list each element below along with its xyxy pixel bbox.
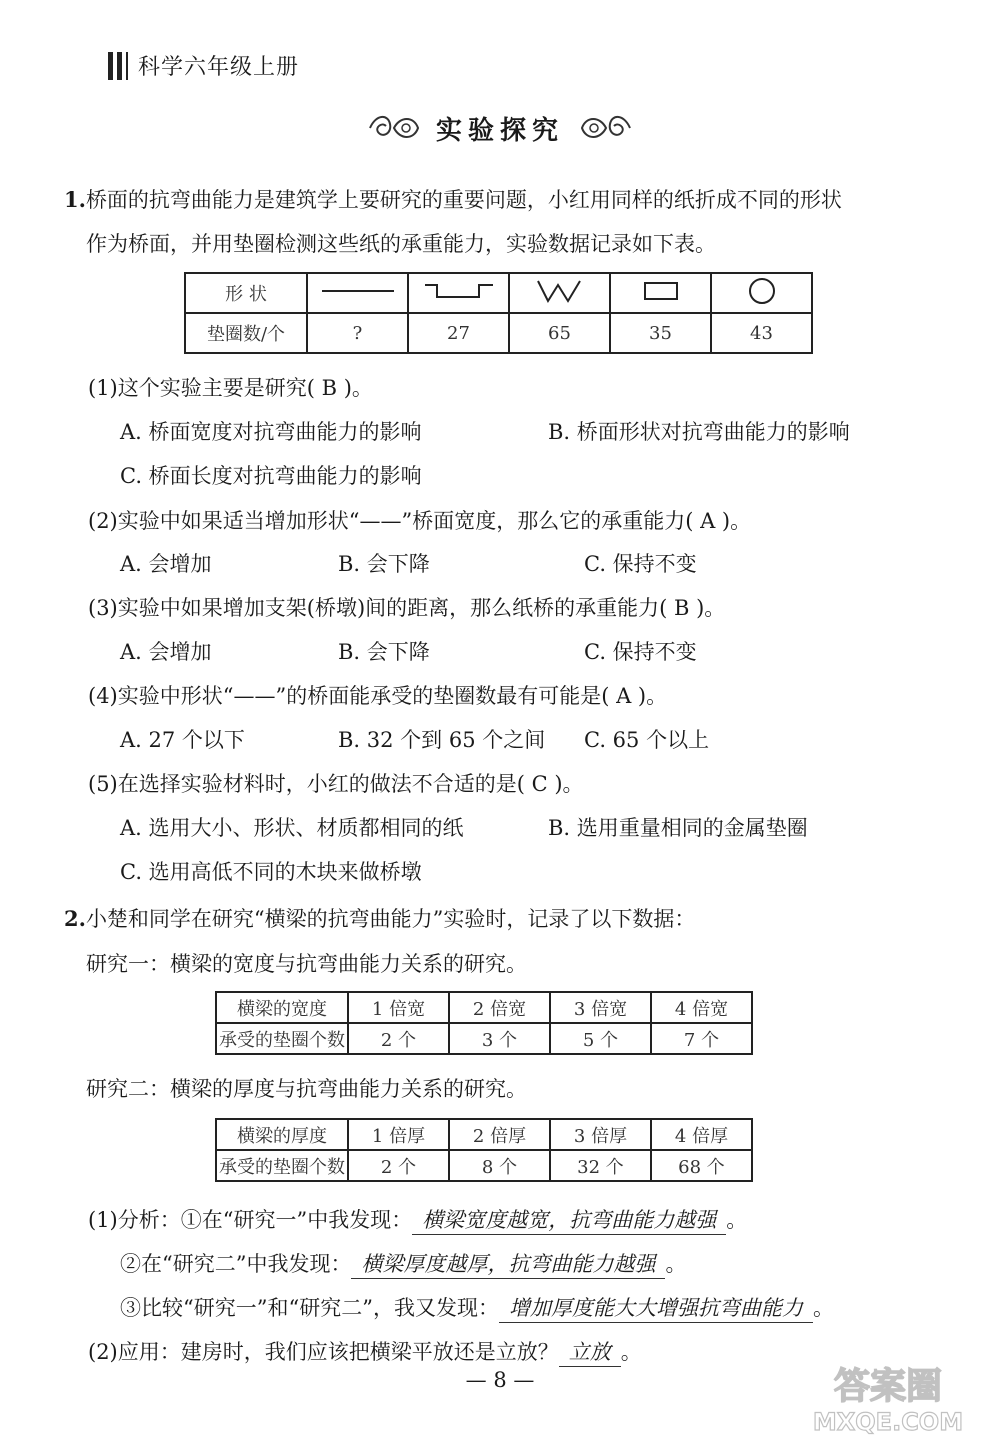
analysis3-end: 。	[812, 1296, 834, 1320]
left-ornament-icon	[366, 108, 422, 148]
table-row	[216, 1023, 752, 1054]
q2-study1-title: 研究一：横梁的宽度与抗弯曲能力关系的研究。	[86, 952, 527, 976]
analysis3-prefix: ③比较“研究一”和“研究二”，我又发现：	[120, 1296, 499, 1320]
table-cell: 2 个	[348, 1150, 449, 1181]
table-cell: 形 状	[185, 273, 307, 313]
table-cell: 35	[610, 313, 711, 353]
table-cell: 横梁的厚度	[216, 1119, 348, 1150]
q1-part4-question: (4)实验中形状“——”的桥面能承受的垫圈数最有可能是( A )。	[88, 684, 668, 708]
q1-stem-line1	[64, 184, 842, 214]
q1-part5-option-a: A. 选用大小、形状、材质都相同的纸	[120, 816, 464, 840]
analysis2-prefix: ②在“研究二”中我发现：	[120, 1252, 352, 1276]
table-cell	[307, 273, 408, 313]
q2-thickness-table	[215, 1118, 753, 1182]
table-cell: 32 个	[550, 1150, 651, 1181]
table-cell: 43	[711, 313, 812, 353]
q2-application-line	[88, 1336, 642, 1367]
zigzag-shape-icon	[520, 277, 600, 305]
q2-analysis-line2	[120, 1248, 686, 1279]
table-cell: ?	[307, 313, 408, 353]
section-title-text: 实验探究	[435, 115, 564, 146]
q2-stem-text: 小楚和同学在研究“横梁的抗弯曲能力”实验时，记录了以下数据：	[85, 907, 696, 931]
q1-part4-option-a: A. 27 个以下	[120, 728, 245, 752]
table-cell: 27	[408, 313, 509, 353]
table-row	[216, 1150, 752, 1181]
table-row	[216, 992, 752, 1023]
table-cell: 68 个	[651, 1150, 752, 1181]
q1-part4-option-b: B. 32 个到 65 个之间	[338, 728, 546, 752]
table-cell: 1 倍厚	[348, 1119, 449, 1150]
watermark-logo-icon	[788, 1360, 988, 1436]
q1-part1-option-a: A. 桥面宽度对抗弯曲能力的影响	[120, 420, 422, 444]
q1-part2-option-b: B. 会下降	[338, 552, 430, 576]
table-cell: 7 个	[651, 1023, 752, 1054]
q1-part2-option-a: A. 会增加	[120, 552, 212, 576]
analysis2-answer: 横梁厚度越厚，抗弯曲能力越强	[351, 1248, 665, 1279]
table-cell: 3 倍厚	[550, 1119, 651, 1150]
q2-study2-title: 研究二：横梁的厚度与抗弯曲能力关系的研究。	[86, 1077, 527, 1101]
table-cell: 65	[509, 313, 610, 353]
table-cell: 2 个	[348, 1023, 449, 1054]
q2-analysis-line3	[120, 1292, 834, 1323]
analysis2-end: 。	[665, 1252, 687, 1276]
q1-part3-question: (3)实验中如果增加支架(桥墩)间的距离，那么纸桥的承重能力( B )。	[88, 596, 726, 620]
watermark-text: 答案圈	[833, 1366, 943, 1407]
analysis3-answer: 增加厚度能大大增强抗弯曲能力	[499, 1292, 813, 1323]
book-title: 科学六年级上册	[138, 55, 300, 80]
q1-part5-question: (5)在选择实验材料时，小红的做法不合适的是( C )。	[88, 772, 584, 796]
table-cell: 3 倍宽	[550, 992, 651, 1023]
q2-analysis-line1	[88, 1204, 747, 1235]
table-cell	[408, 273, 509, 313]
page-number: — 8 —	[465, 1368, 535, 1392]
q1-shape-table	[184, 272, 813, 354]
analysis1-end: 。	[726, 1208, 748, 1232]
q2-number: 2.	[64, 906, 86, 931]
table-cell: 横梁的宽度	[216, 992, 348, 1023]
q1-part2-option-c: C. 保持不变	[584, 552, 697, 576]
q1-part3-option-b: B. 会下降	[338, 640, 430, 664]
page-header	[108, 50, 299, 81]
flat-shape-icon	[318, 279, 398, 303]
channel-shape-icon	[419, 279, 499, 303]
table-cell	[711, 273, 812, 313]
application-answer: 立放	[559, 1336, 621, 1367]
watermark-url: MXQE.COM	[812, 1408, 964, 1436]
table-cell: 4 倍宽	[651, 992, 752, 1023]
q2-stem	[64, 903, 695, 933]
table-cell: 承受的垫圈个数	[216, 1023, 348, 1054]
table-row	[216, 1119, 752, 1150]
q1-stem-text1: 桥面的抗弯曲能力是建筑学上要研究的重要问题，小红用同样的纸折成不同的形状	[85, 188, 842, 212]
q1-number: 1.	[64, 187, 86, 212]
q2-width-table	[215, 991, 753, 1055]
application-prefix: (2)应用：建房时，我们应该把横梁平放还是立放？	[88, 1340, 559, 1364]
table-cell: 4 倍厚	[651, 1119, 752, 1150]
right-ornament-icon	[578, 108, 634, 148]
table-cell: 3 个	[449, 1023, 550, 1054]
q1-part1-option-b: B. 桥面形状对抗弯曲能力的影响	[548, 420, 850, 444]
header-bars-icon	[108, 52, 128, 80]
q1-part1-option-c: C. 桥面长度对抗弯曲能力的影响	[120, 464, 422, 488]
table-cell: 8 个	[449, 1150, 550, 1181]
rectangle-shape-icon	[621, 279, 701, 303]
table-cell: 2 倍厚	[449, 1119, 550, 1150]
analysis1-answer: 横梁宽度越宽，抗弯曲能力越强	[412, 1204, 726, 1235]
q1-part3-option-a: A. 会增加	[120, 640, 212, 664]
table-cell: 垫圈数/个	[185, 313, 307, 353]
table-cell: 5 个	[550, 1023, 651, 1054]
section-title	[0, 108, 1000, 148]
table-cell: 1 倍宽	[348, 992, 449, 1023]
table-row	[185, 313, 812, 353]
table-cell	[509, 273, 610, 313]
table-cell: 承受的垫圈个数	[216, 1150, 348, 1181]
q1-part5-option-c: C. 选用高低不同的木块来做桥墩	[120, 860, 422, 884]
q1-part4-option-c: C. 65 个以上	[584, 728, 710, 752]
q1-part2-question: (2)实验中如果适当增加形状“——”桥面宽度，那么它的承重能力( A )。	[88, 509, 752, 533]
q1-part3-option-c: C. 保持不变	[584, 640, 697, 664]
analysis1-prefix: (1)分析：①在“研究一”中我发现：	[88, 1208, 413, 1232]
table-cell: 2 倍宽	[449, 992, 550, 1023]
application-end: 。	[620, 1340, 642, 1364]
table-row	[185, 273, 812, 313]
q1-part1-question: (1)这个实验主要是研究( B )。	[88, 376, 373, 400]
q1-stem-line2: 作为桥面，并用垫圈检测这些纸的承重能力，实验数据记录如下表。	[86, 232, 716, 256]
q1-part5-option-b: B. 选用重量相同的金属垫圈	[548, 816, 808, 840]
circle-shape-icon	[722, 276, 802, 306]
table-cell	[610, 273, 711, 313]
